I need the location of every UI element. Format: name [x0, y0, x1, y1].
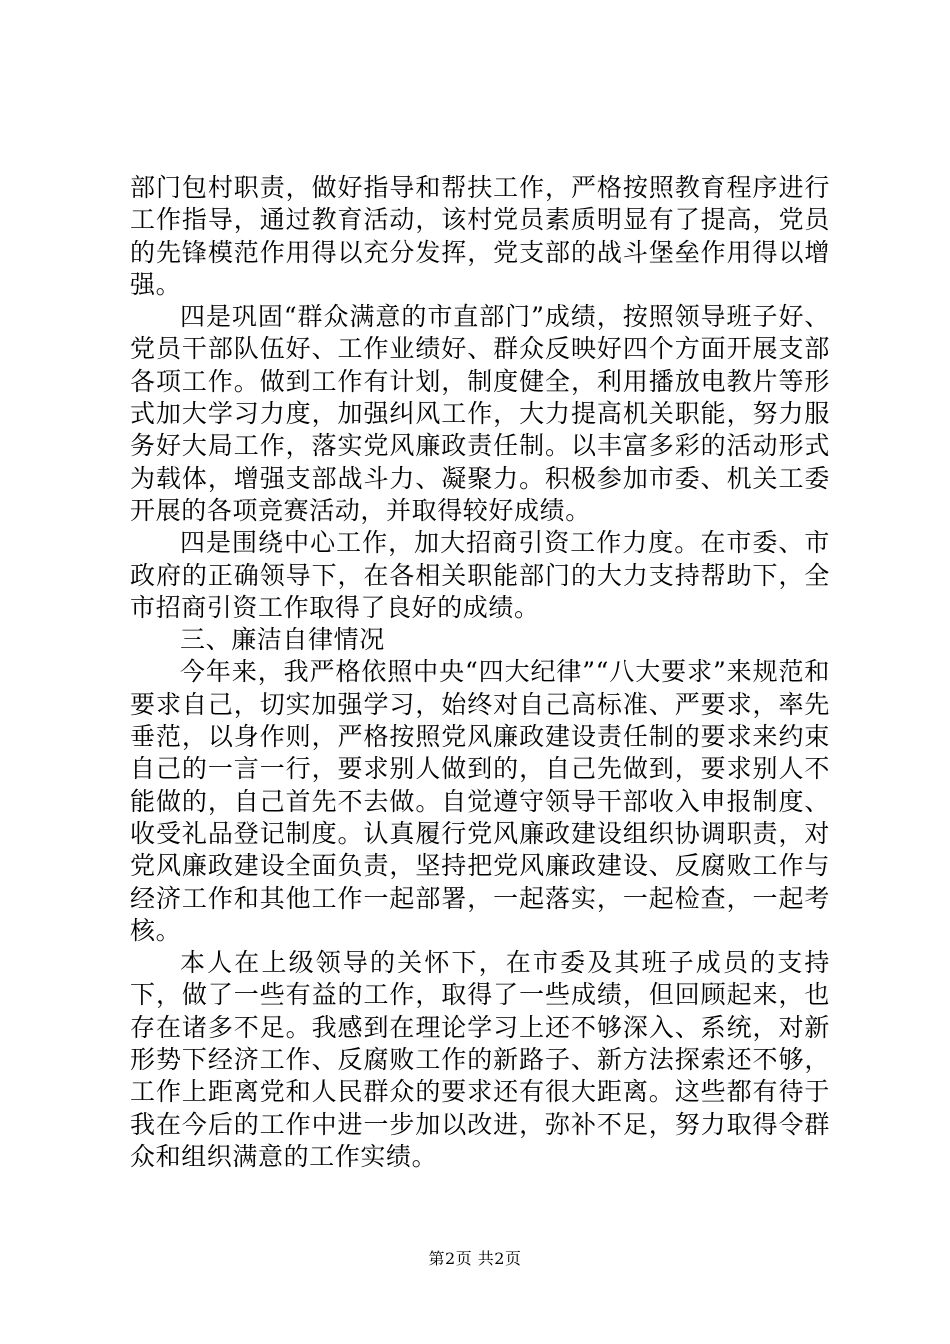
paragraph-2: 四是巩固“群众满意的市直部门”成绩，按照领导班子好、党员干部队伍好、工作业绩好、群众反映好四个方面开展支部各项工作。做到工作有计划，制度健全，利用播放电教片等形式加大学习力度，加强纠风工作，大力提高机关职能，努力服务好大局工作，落实党风廉政责任制。以丰富多彩的活动形式为载体，增强支部战斗力、凝聚力。积极参加市委、机关工委开展的各项竞赛活动，并取得较好成绩。 — [130, 302, 830, 525]
section-heading: 三、廉洁自律情况 — [180, 625, 385, 655]
page-number-footer: 第2页 共2页 — [428, 1249, 522, 1268]
document-body — [130, 172, 830, 1173]
paragraph-3: 四是围绕中心工作，加大招商引资工作力度。在市委、市政府的正确领导下，在各相关职能部门的大力支持帮助下，全市招商引资工作取得了良好的成绩。 — [130, 528, 830, 622]
paragraph-1: 部门包村职责，做好指导和帮扶工作，严格按照教育程序进行工作指导，通过教育活动，该村党员素质明显有了提高，党员的先锋模范作用得以充分发挥，党支部的战斗堡垒作用得以增强。 — [130, 173, 830, 299]
paragraph-5: 本人在上级领导的关怀下，在市委及其班子成员的支持下，做了一些有益的工作，取得了一些成绩，但回顾起来，也存在诸多不足。我感到在理论学习上还不够深入、系统，对新形势下经济工作、反腐败工作的新路子、新方法探索还不够，工作上距离党和人民群众的要求还有很大距离。这些都有待于我在今后的工作中进一步加以改进，弥补不足，努力取得令群众和组织满意的工作实绩。 — [130, 948, 830, 1171]
paragraph-4: 今年来，我严格依照中央“四大纪律”“八大要求”来规范和要求自己，切实加强学习，始终对自己高标准、严要求，率先垂范，以身作则，严格按照党风廉政建设责任制的要求来约束自己的一言一行，要求别人做到的，自己先做到，要求别人不能做的，自己首先不去做。自觉遵守领导干部收入申报制度、收受礼品登记制度。认真履行党风廉政建设组织协调职责，对党风廉政建设全面负责，坚持把党风廉政建设、反腐败工作与经济工作和其他工作一起部署，一起落实，一起检查，一起考核。 — [130, 657, 830, 945]
